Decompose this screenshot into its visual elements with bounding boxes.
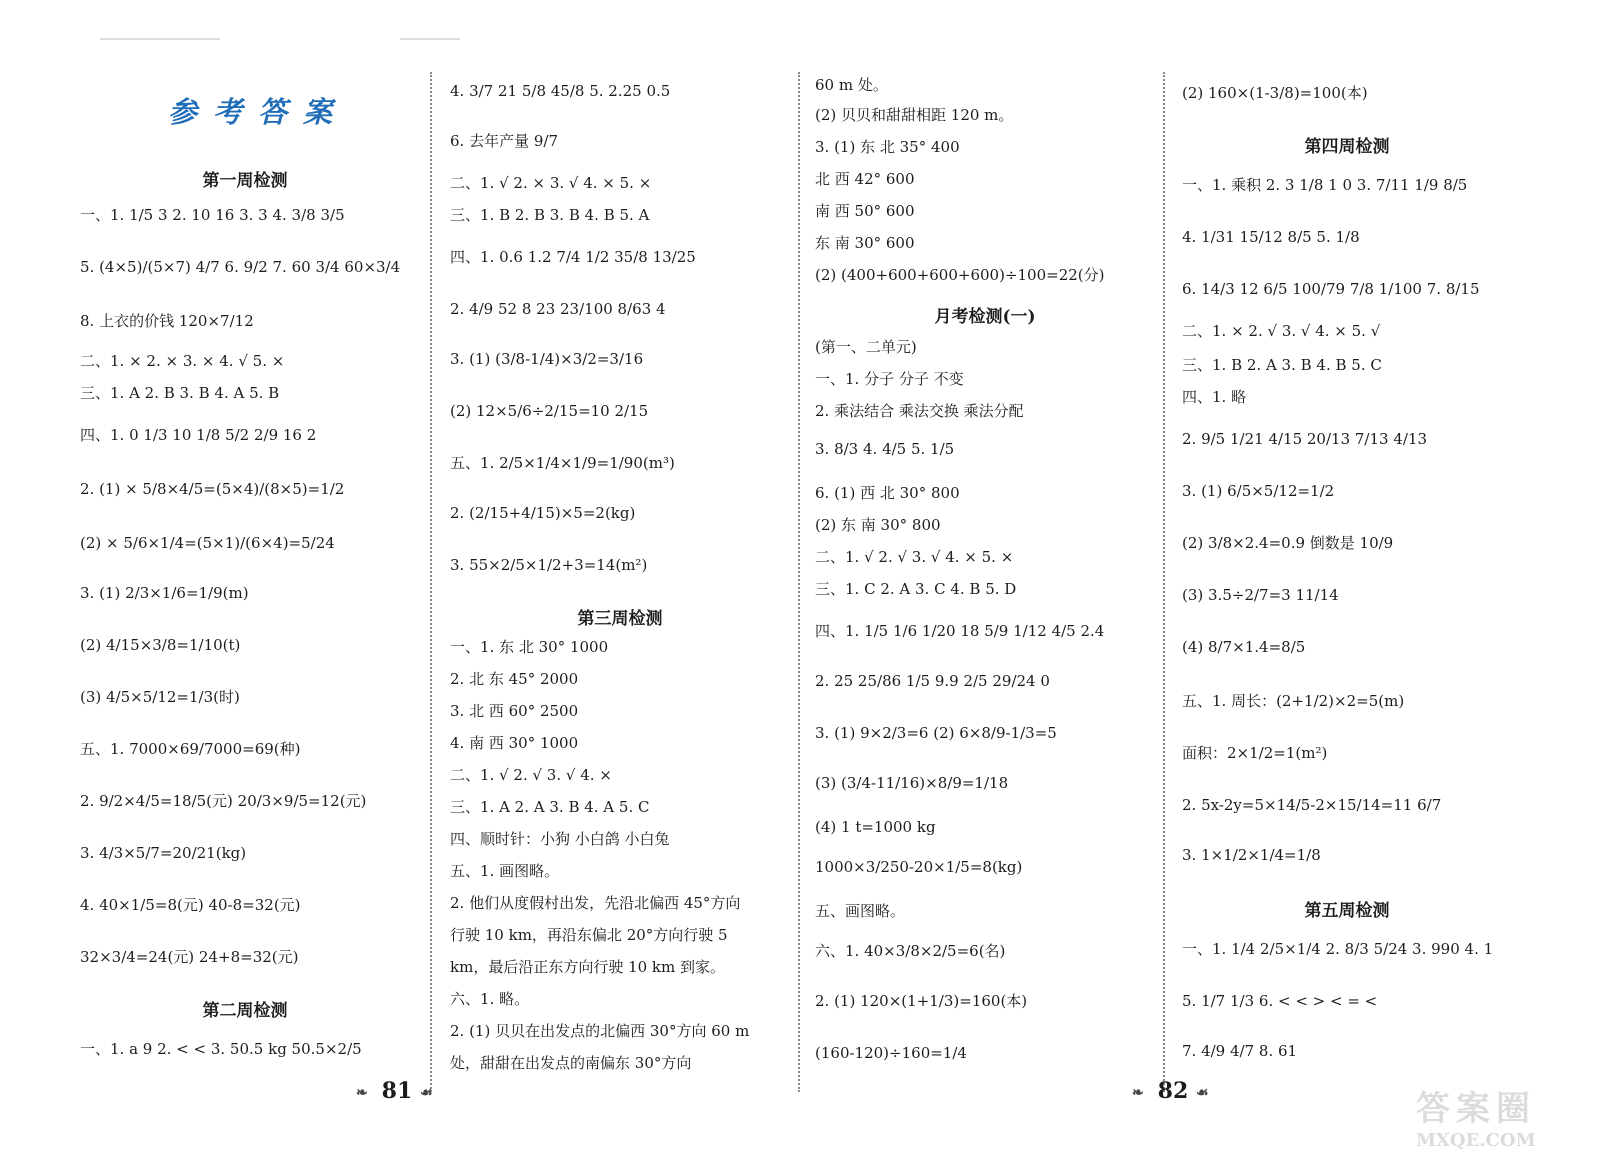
answer-line: 3. 1×1/2×1/4=1/8 [1182, 846, 1321, 864]
section-heading: 第五周检测 [1304, 901, 1390, 921]
page-number-right [1132, 1078, 1214, 1104]
answer-line: 6. 14/3 12 6/5 100/79 7/8 1/100 7. 8/15 [1182, 280, 1480, 298]
answer-line: 行驶 10 km，再沿东偏北 20°方向行驶 5 [450, 926, 728, 944]
answer-line: 三、1. B 2. A 3. B 4. B 5. C [1182, 356, 1382, 374]
answer-line: 四、1. 略 [1182, 388, 1247, 406]
answer-line: 2. (1) 贝贝在出发点的北偏西 30°方向 60 m [450, 1022, 750, 1040]
answer-line: 4. 南 西 30° 1000 [450, 734, 579, 752]
answer-line: 5. 1/7 1/3 6. < < > < = < [1182, 992, 1378, 1010]
answer-line: 2. 9/5 1/21 4/15 20/13 7/13 4/13 [1182, 430, 1428, 448]
answer-line: 一、1. 1/5 3 2. 10 16 3. 3 4. 3/8 3/5 [80, 206, 345, 224]
leaf-ornament-icon: ❧ [1132, 1085, 1144, 1101]
divider-3 [1163, 72, 1165, 1092]
answer-line: 2. 乘法结合 乘法交换 乘法分配 [815, 402, 1024, 420]
answer-line: 三、1. A 2. A 3. B 4. A 5. C [450, 798, 650, 816]
answer-line: 六、1. 40×3/8×2/5=6(名) [815, 942, 1006, 960]
answer-line: 三、1. A 2. B 3. B 4. A 5. B [80, 384, 280, 402]
answer-line: 四、顺时针：小狗 小白鸽 小白兔 [450, 830, 670, 848]
answer-line: 五、画图略。 [815, 902, 906, 920]
answer-line: (2) × 5/6×1/4=(5×1)/(6×4)=5/24 [80, 534, 335, 552]
answer-line: 三、1. C 2. A 3. C 4. B 5. D [815, 580, 1017, 598]
answer-line: 3. (1) 2/3×1/6=1/9(m) [80, 584, 249, 602]
divider-2 [798, 72, 800, 1092]
answer-line: 四、1. 1/5 1/6 1/20 18 5/9 1/12 4/5 2.4 [815, 622, 1105, 640]
answer-line: 一、1. a 9 2. < < 3. 50.5 kg 50.5×2/5 [80, 1040, 362, 1058]
answer-line: 1000×3/250-20×1/5=8(kg) [815, 858, 1023, 876]
section-heading: 第三周检测 [577, 609, 663, 629]
answer-line: 3. (1) (3/8-1/4)×3/2=3/16 [450, 350, 644, 368]
answer-line: 4. 1/31 15/12 8/5 5. 1/8 [1182, 228, 1360, 246]
answer-line: 7. 4/9 4/7 8. 61 [1182, 1042, 1298, 1060]
page-title: 参考答案 [168, 95, 349, 129]
answer-line: 四、1. 0 1/3 10 1/8 5/2 2/9 16 2 [80, 426, 317, 444]
answer-line: 3. 4/3×5/7=20/21(kg) [80, 844, 247, 862]
answer-line: (2) (400+600+600+600)÷100=22(分) [815, 266, 1105, 284]
answer-line: 二、1. √ 2. √ 3. √ 4. × [450, 766, 612, 784]
answer-line: (4) 8/7×1.4=8/5 [1182, 638, 1306, 656]
answer-line: 3. 北 西 60° 2500 [450, 702, 579, 720]
answer-line: 3. (1) 6/5×5/12=1/2 [1182, 482, 1335, 500]
answer-line: 一、1. 1/4 2/5×1/4 2. 8/3 5/24 3. 990 4. 1 [1182, 940, 1494, 958]
answer-line: 三、1. B 2. B 3. B 4. B 5. A [450, 206, 650, 224]
answer-line: 一、1. 分子 分子 不变 [815, 370, 964, 388]
answer-line: (3) 4/5×5/12=1/3(时) [80, 688, 240, 706]
answer-line: 3. 8/3 4. 4/5 5. 1/5 [815, 440, 955, 458]
answer-line: 处，甜甜在出发点的南偏东 30°方向 [450, 1054, 692, 1072]
page-number-text: 81 [381, 1078, 413, 1104]
page-number-text: 82 [1157, 1078, 1189, 1104]
answer-line: (2) 160×(1-3/8)=100(本) [1182, 84, 1368, 102]
answer-line: (2) 4/15×3/8=1/10(t) [80, 636, 241, 654]
answer-line: 2. 北 东 45° 2000 [450, 670, 579, 688]
answer-line: 3. (1) 东 北 35° 400 [815, 138, 960, 156]
answer-line: 4. 40×1/5=8(元) 40-8=32(元) [80, 896, 301, 914]
answer-line: 一、1. 东 北 30° 1000 [450, 638, 609, 656]
answer-line: 4. 3/7 21 5/8 45/8 5. 2.25 0.5 [450, 82, 671, 100]
answer-line: 2. 25 25/86 1/5 9.9 2/5 29/24 0 [815, 672, 1050, 690]
answer-line: 五、1. 7000×69/7000=69(种) [80, 740, 301, 758]
answer-line: 2. 9/2×4/5=18/5(元) 20/3×9/5=12(元) [80, 792, 367, 810]
watermark-logo-icon: 答案圈 MXQE.COM [1416, 1089, 1536, 1151]
section-heading: 月考检测(一) [934, 307, 1036, 327]
leaf-ornament-icon: ❧ [356, 1085, 368, 1101]
answer-line: 二、1. × 2. × 3. × 4. √ 5. × [80, 352, 285, 370]
answer-line: 2. (1) 120×(1+1/3)=160(本) [815, 992, 1028, 1010]
answer-line: 二、1. √ 2. × 3. √ 4. × 5. × [450, 174, 652, 192]
answer-line: 32×3/4=24(元) 24+8=32(元) [80, 948, 299, 966]
answer-line: 2. (2/15+4/15)×5=2(kg) [450, 504, 636, 522]
answer-line: (4) 1 t=1000 kg [815, 818, 936, 836]
page-number-left [356, 1078, 438, 1104]
answer-line: km，最后沿正东方向行驶 10 km 到家。 [450, 958, 726, 976]
answer-line: 3. (1) 9×2/3=6 (2) 6×8/9-1/3=5 [815, 724, 1057, 742]
answer-line: 五、1. 周长：(2+1/2)×2=5(m) [1182, 692, 1405, 710]
leaf-ornament-icon: ☙ [419, 1085, 433, 1101]
answer-line: (3) (3/4-11/16)×8/9=1/18 [815, 774, 1009, 792]
answer-line: 2. (1) × 5/8×4/5=(5×4)/(8×5)=1/2 [80, 480, 345, 498]
section-heading: 第一周检测 [202, 171, 288, 191]
answer-line: 六、1. 略。 [450, 990, 530, 1008]
answer-line: 面积：2×1/2=1(m²) [1182, 744, 1328, 762]
answer-line: 3. 55×2/5×1/2+3=14(m²) [450, 556, 648, 574]
answer-line: 二、1. × 2. √ 3. √ 4. × 5. √ [1182, 322, 1381, 340]
leaf-ornament-icon: ☙ [1195, 1085, 1209, 1101]
answer-line: (160-120)÷160=1/4 [815, 1044, 967, 1062]
answer-line: 五、1. 2/5×1/4×1/9=1/90(m³) [450, 454, 675, 472]
answer-line: (2) 3/8×2.4=0.9 倒数是 10/9 [1182, 534, 1394, 552]
answer-line: 5. (4×5)/(5×7) 4/7 6. 9/2 7. 60 3/4 60×3/4 [80, 258, 401, 276]
answer-line: 8. 上衣的价钱 120×7/12 [80, 312, 254, 330]
answer-line: 四、1. 0.6 1.2 7/4 1/2 35/8 13/25 [450, 248, 696, 266]
answer-line: 二、1. √ 2. √ 3. √ 4. × 5. × [815, 548, 1014, 566]
answer-line: 2. 他们从度假村出发，先沿北偏西 45°方向 [450, 894, 741, 912]
section-heading: 第二周检测 [202, 1001, 288, 1021]
answer-line: 60 m 处。 [815, 76, 888, 94]
answer-line: 东 南 30° 600 [815, 234, 915, 252]
answer-line: 南 西 50° 600 [815, 202, 915, 220]
answer-line: 一、1. 乘积 2. 3 1/8 1 0 3. 7/11 1/9 8/5 [1182, 176, 1468, 194]
answer-line: (第一、二单元) [815, 338, 917, 356]
answer-line: (2) 12×5/6÷2/15=10 2/15 [450, 402, 649, 420]
answer-line: 北 西 42° 600 [815, 170, 915, 188]
section-heading: 第四周检测 [1304, 137, 1390, 157]
answer-line: 6. (1) 西 北 30° 800 [815, 484, 960, 502]
divider-1 [430, 72, 432, 1092]
answer-line: 五、1. 画图略。 [450, 862, 560, 880]
answer-line: 2. 4/9 52 8 23 23/100 8/63 4 [450, 300, 666, 318]
answer-line: (3) 3.5÷2/7=3 11/14 [1182, 586, 1339, 604]
answer-line: (2) 贝贝和甜甜相距 120 m。 [815, 106, 1014, 124]
answer-line: 2. 5x-2y=5×14/5-2×15/14=11 6/7 [1182, 796, 1442, 814]
answer-line: (2) 东 南 30° 800 [815, 516, 941, 534]
answer-line: 6. 去年产量 9/7 [450, 132, 558, 150]
